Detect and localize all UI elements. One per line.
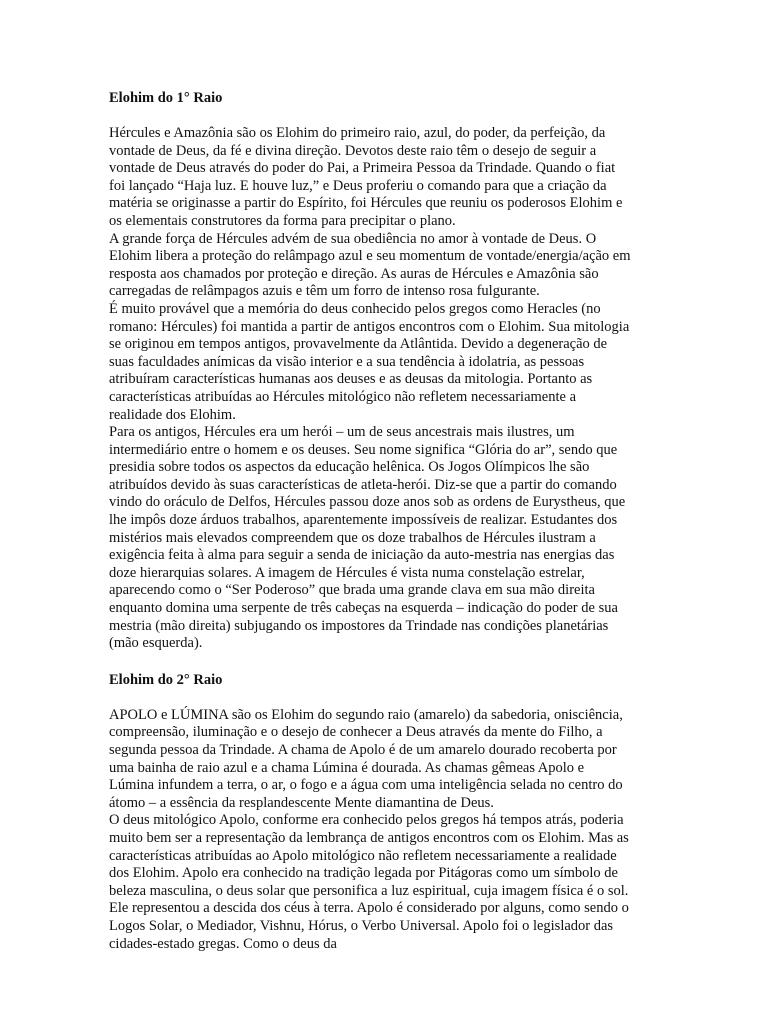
section-first-ray <box>109 89 631 653</box>
section-heading: Elohim do 1° Raio <box>109 90 223 106</box>
paragraph: Hércules e Amazônia são os Elohim do primeiro raio, azul, do poder, da perfeição, da vontade de Deus, da fé e divina direção. Devotos deste raio têm o desejo de seguir a vontade de Deus através do poder do Pai, a Primeira Pessoa da Trindade. Quando o fiat foi lançado “Haja luz. E houve luz,” e Deus proferiu o comando para que a criação da matéria se originasse a partir do Espírito, foi Hércules que reuniu os poderosos Elohim e os elementais construtores da forma para precipitar o plano. <box>109 125 623 229</box>
paragraph: A grande força de Hércules advém de sua obediência no amor à vontade de Deus. O Elohim libera a proteção do relâmpago azul e seu momentum de vontade/energia/ação em resposta aos chamados por proteção e direção. As auras de Hércules e Amazônia são carregadas de relâmpagos azuis e têm um forro de intenso rosa fulgurante. <box>109 230 631 300</box>
paragraph: Para os antigos, Hércules era um herói – um de seus ancestrais mais ilustres, um intermediário entre o homem e os deuses. Seu nome significa “Glória do ar”, sendo que presidia sobre todos os aspectos da educação helênica. Os Jogos Olímpicos lhe são atribuídos devido às suas características de atleta-herói. Diz-se que a partir do comando vindo do oráculo de Delfos, Hércules passou doze anos sob as ordens de Eurystheus, que lhe impôs doze árduos trabalhos, aparentemente impossíveis de realizar. Estudantes dos mistérios mais elevados compreendem que os doze trabalhos de Hércules ilustram a exigência feita à alma para seguir a senda de iniciação da auto-mestria nas energias das doze hierarquias solares. A imagem de Hércules é vista numa constelação estrelar, aparecendo como o “Ser Poderoso” que brada uma grande clava em sua mão direita enquanto domina uma serpente de três cabeças na esquerda – indicação do poder de sua mestria (mão direita) subjugando os impostores da Trindade nas condições planetárias (mão esquerda). <box>109 424 626 652</box>
section-heading: Elohim do 2° Raio <box>109 671 223 688</box>
paragraph: APOLO e LÚMINA são os Elohim do segundo raio (amarelo) da sabedoria, onisciência, compreensão, iluminação e o desejo de conhecer a Deus através da mente do Filho, a segunda pessoa da Trindade. A chama de Apolo é de um amarelo dourado recoberta por uma bainha de raio azul e a chama Lúmina é dourada. As chamas gêmeas Apolo e Lúmina infundem a terra, o ar, o fogo e a água com uma inteligência selada no centro do átomo – a essência da resplandescente Mente diamantina de Deus. <box>109 706 623 811</box>
document-page <box>109 89 631 953</box>
section-second-ray <box>109 671 631 953</box>
paragraph: É muito provável que a memória do deus conhecido pelos gregos como Heracles (no romano: Hércules) foi mantida a partir de antigos encontros com o Elohim. Sua mitologia se originou em tempos antigos, provavelmente da Atlântida. Devido a degeneração de suas faculdades anímicas da visão interior e a sua tendência à idolatria, as pessoas atribuíram características humanas aos deuses e as deusas da mitologia. Portanto as características atribuídas ao Hércules mitológico não refletem necessariamente a realidade dos Elohim. <box>109 300 630 423</box>
paragraph: O deus mitológico Apolo, conforme era conhecido pelos gregos há tempos atrás, poderia muito bem ser a representação da lembrança de antigos encontros com os Elohim. Mas as características atribuídas ao Apolo mitológico não refletem necessariamente a realidade dos Elohim. Apolo era conhecido na tradição legada por Pitágoras como um símbolo de beleza masculina, o deus solar que personifica a luz espiritual, cuja imagem física é o sol. Ele representou a descida dos céus à terra. Apolo é considerado por alguns, como sendo o Logos Solar, o Mediador, Vishnu, Hórus, o Verbo Universal. Apolo foi o legislador das cidades-estado gregas. Como o deus da <box>109 812 629 952</box>
